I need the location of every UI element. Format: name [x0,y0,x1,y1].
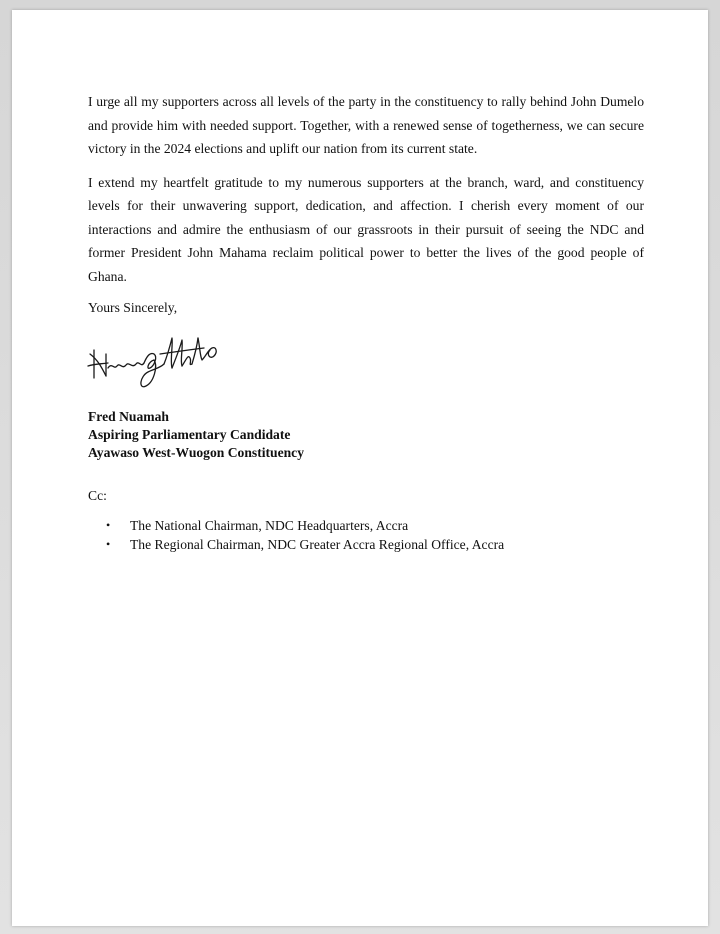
signer-block [88,408,644,462]
cc-recipient-regional: The Regional Chairman, NDC Greater Accra Regional Office, Accra [130,537,505,552]
cc-label: Cc: [88,488,107,503]
signer-constituency: Ayawaso West-Wuogon Constituency [88,445,305,460]
bullet-icon: • [106,518,111,532]
paragraph-support: I urge all my supporters across all levels of the party in the constituency to rally behind John Dumelo and provide him with needed support. Together, with a renewed sense of togetherness, we can secure victory in the 2024 elections and uplift our nation from its current state. [88,94,644,156]
cc-list [88,516,644,554]
letter-page [12,10,708,926]
bullet-icon: • [106,537,111,551]
list-item [106,516,644,535]
paragraph-gratitude: I extend my heartfelt gratitude to my numerous supporters at the branch, ward, and constituency levels for their unwavering support, dedication, and affection. I cherish every moment of our interactions and admire the enthusiasm of our grassroots in their pursuit of seeing the NDC and former President John Mahama reclaim political power to better the lives of the good people of Ghana. [88,174,644,284]
handwritten-signature-icon [84,324,224,404]
signer-title: Aspiring Parliamentary Candidate [88,427,291,442]
signer-name: Fred Nuamah [88,409,169,424]
closing-salutation: Yours Sincerely, [88,300,178,315]
cc-recipient-national: The National Chairman, NDC Headquarters, Accra [130,518,409,533]
letter-body [88,90,644,554]
list-item [106,535,644,554]
